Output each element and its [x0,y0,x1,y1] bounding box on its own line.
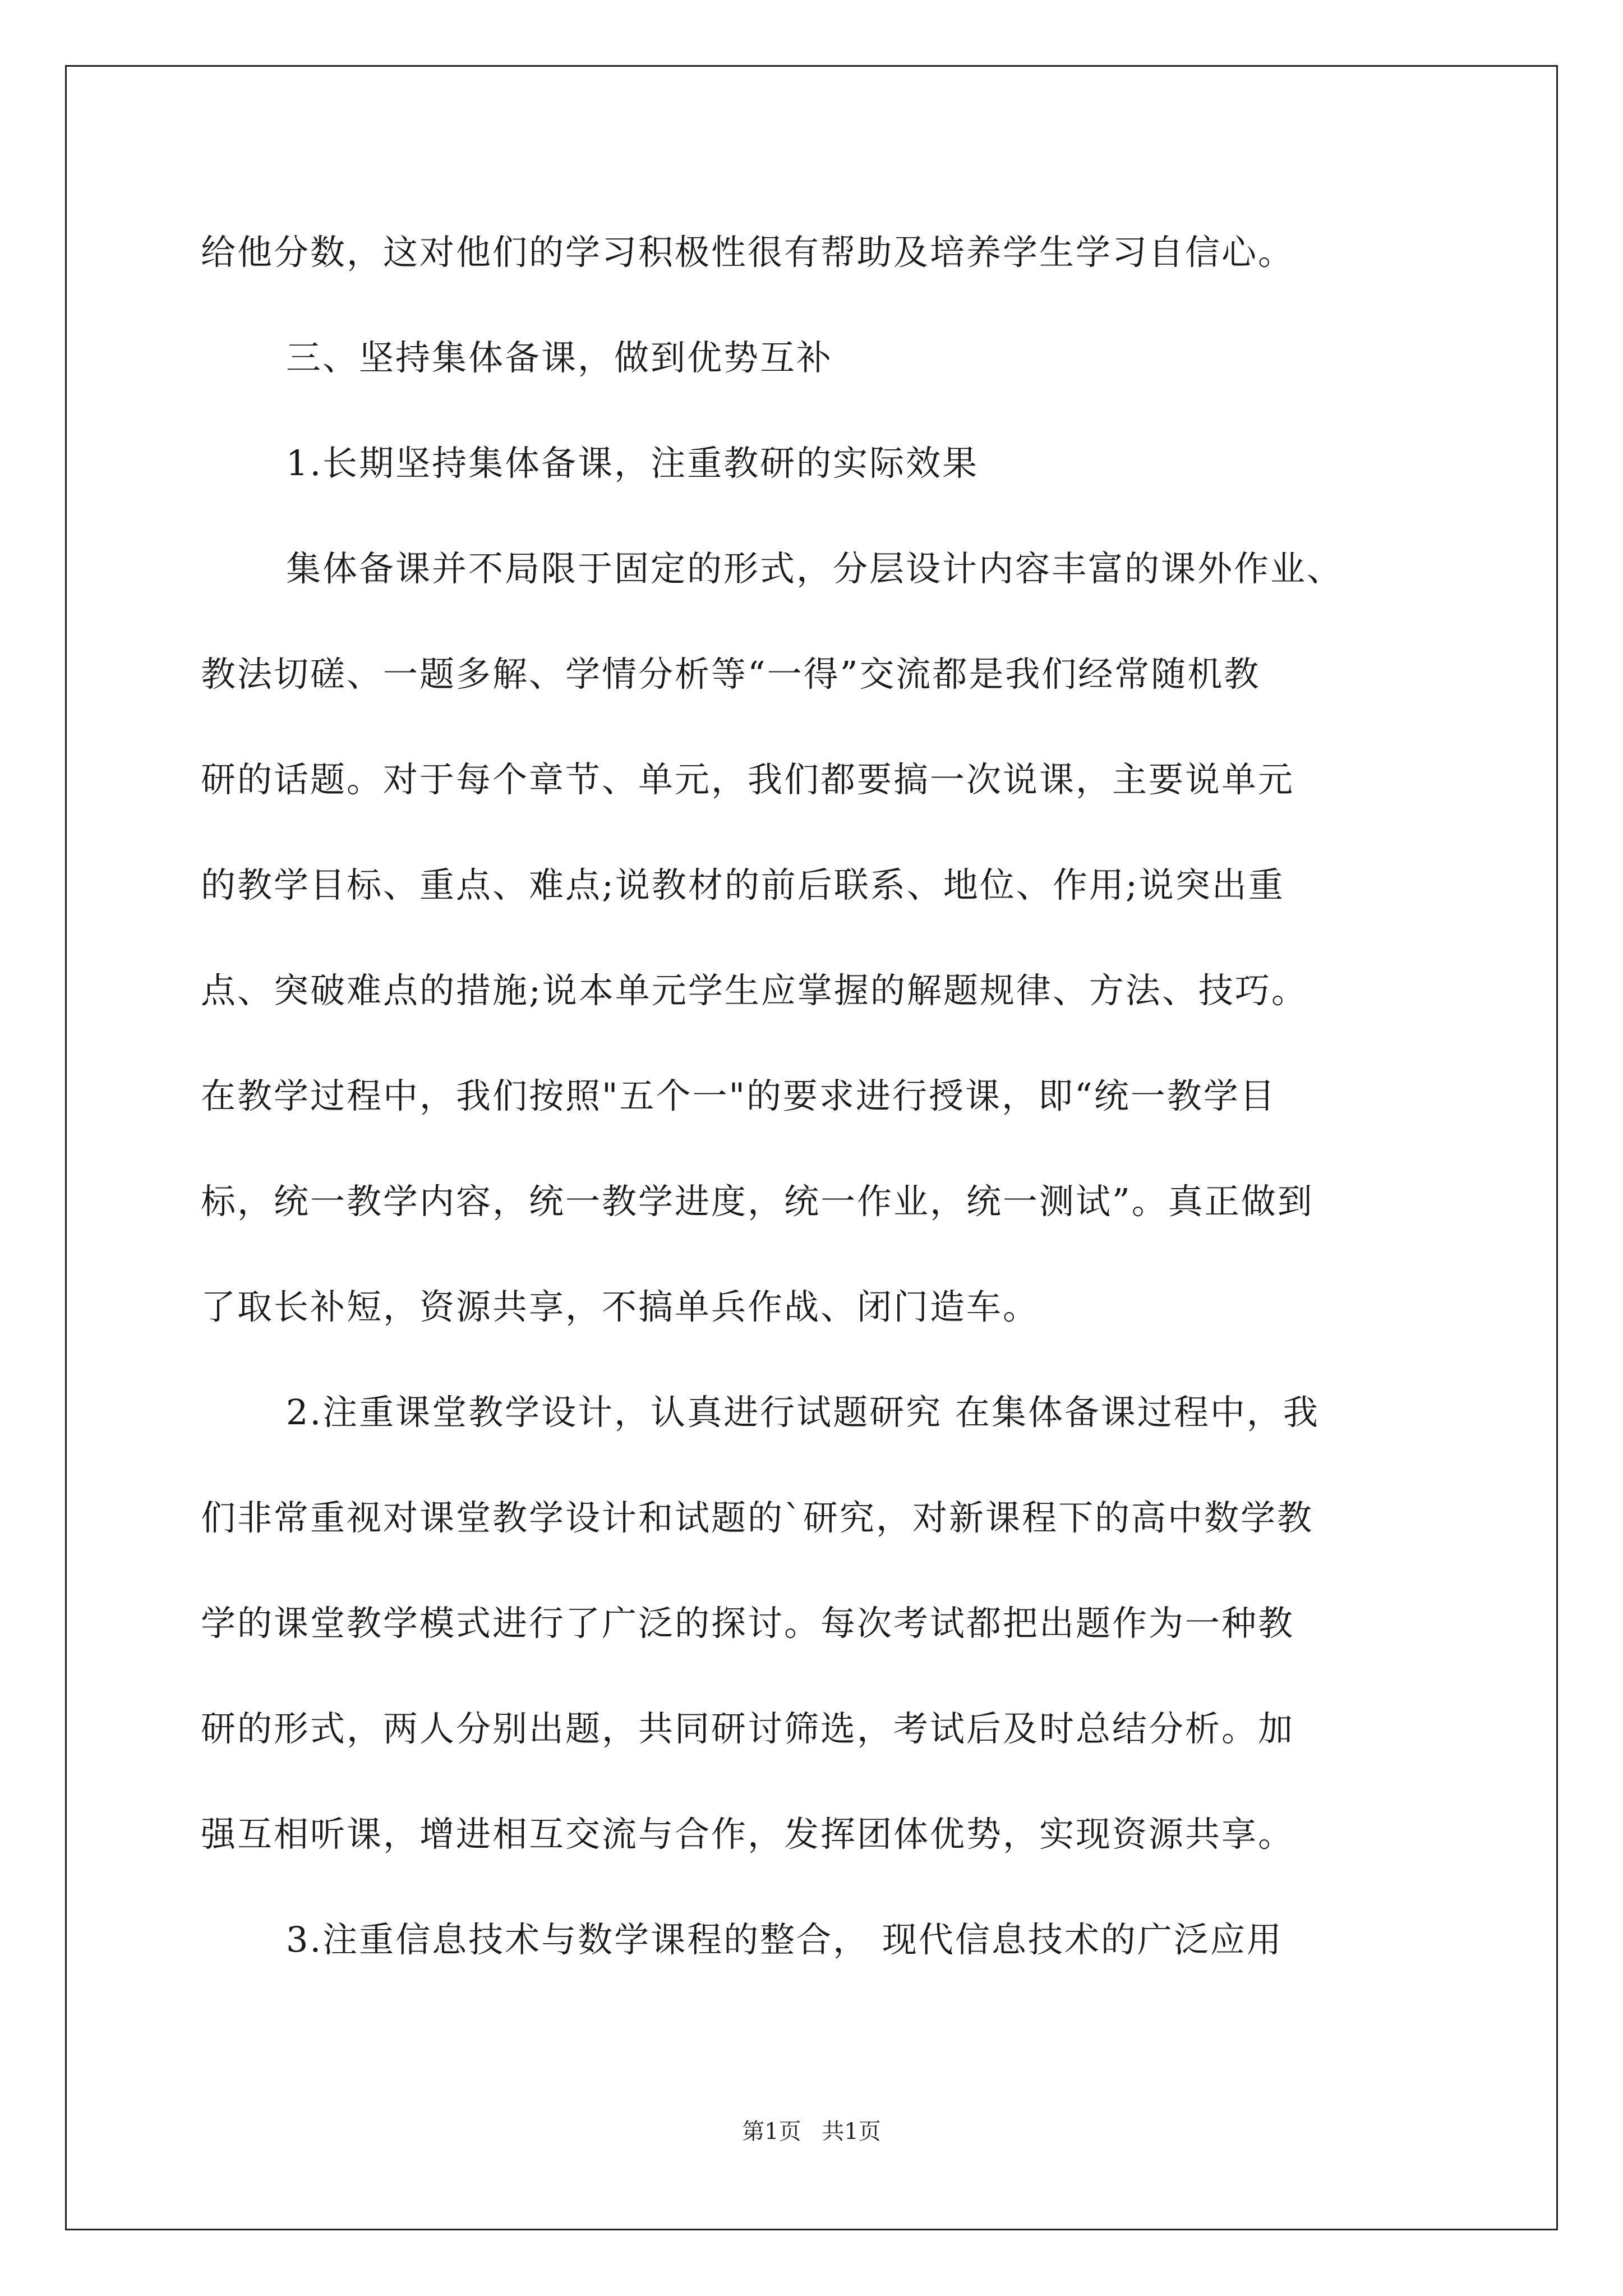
text-line: 强互相听课，增进相互交流与合作，发挥团体优势，实现资源共享。 [201,1814,1295,1855]
text-line: 学的课堂教学模式进行了广泛的探讨。每次考试都把出题作为一种教 [201,1603,1295,1644]
text-line: 在教学过程中，我们按照"五个一"的要求进行授课，即“统一教学目 [201,1075,1276,1116]
text-line: 们非常重视对课堂教学设计和试题的`研究，对新课程下的高中数学教 [201,1497,1314,1538]
text-line: 研的形式，两人分别出题，共同研讨筛选，考试后及时总结分析。加 [201,1708,1295,1749]
text-line: 点、突破难点的措施;说本单元学生应掌握的解题规律、方法、技巧。 [201,970,1308,1011]
subsection-heading: 1.长期坚持集体备课，注重教研的实际效果 [286,443,979,484]
text-line: 的教学目标、重点、难点;说教材的前后联系、地位、作用;说突出重 [201,864,1285,905]
text-line: 研的话题。对于每个章节、单元，我们都要搞一次说课，主要说单元 [201,759,1295,800]
page-border [65,65,1558,2230]
text-line: 标，统一教学内容，统一教学进度，统一作业，统一测试”。真正做到 [201,1181,1314,1222]
section-heading: 三、坚持集体备课，做到优势互补 [286,337,833,378]
text-line: 集体备课并不局限于固定的形式，分层设计内容丰富的课外作业、 [286,548,1344,589]
text-line: 给他分数，这对他们的学习积极性很有帮助及培养学生学习自信心。 [201,232,1295,273]
page-footer [0,2116,1623,2147]
subsection-heading: 2.注重课堂教学设计，认真进行试题研究 在集体备课过程中，我 [286,1392,1320,1433]
text-line: 教法切磋、一题多解、学情分析等“一得”交流都是我们经常随机教 [201,654,1261,694]
subsection-heading: 3.注重信息技术与数学课程的整合， 现代信息技术的广泛应用 [286,1919,1283,1960]
page-number: 第1页 [742,2119,801,2145]
text-line: 了取长补短，资源共享，不搞单兵作战、闭门造车。 [201,1286,1040,1327]
page-total: 共1页 [822,2119,881,2145]
